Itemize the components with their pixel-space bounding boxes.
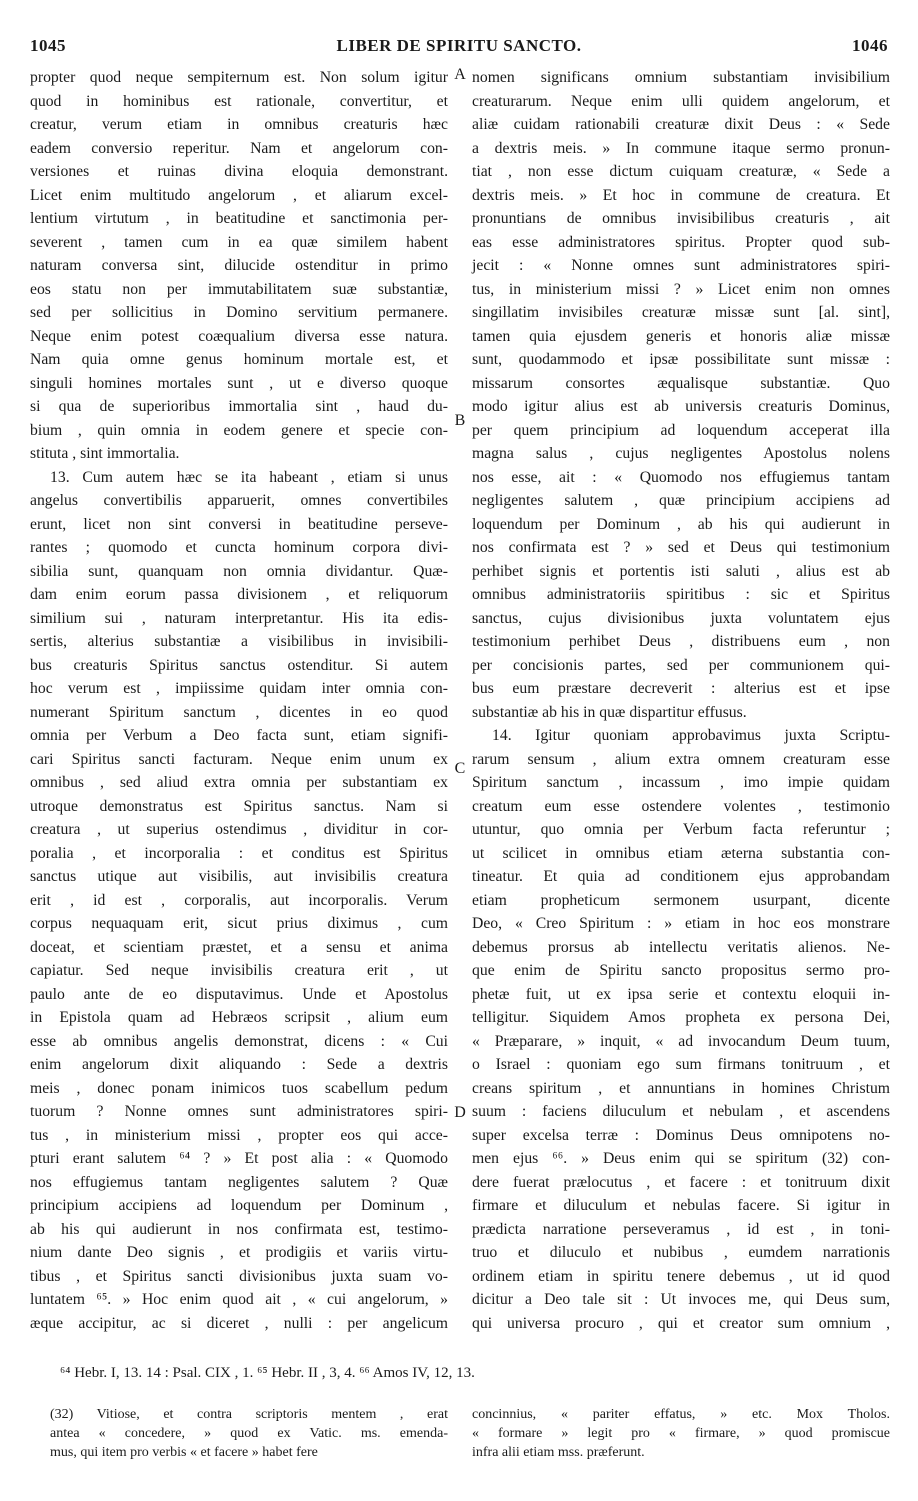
- page-number-right: 1046: [852, 36, 888, 55]
- text-line: Nam quia omne genus hominum mortale est, et: [30, 351, 448, 368]
- notes-left-column: [50, 1405, 448, 1462]
- text-line: creans spiritum , et annuntians in homines Christum: [472, 1079, 890, 1097]
- text-line: negligentes salutem , quæ principium accipiens ad: [472, 492, 890, 509]
- text-line: que enim de Spiritu sancto propositus sermo pro-: [472, 962, 890, 979]
- text-line: creatum eum esse ostendere volentes , testimonio: [472, 797, 890, 815]
- text-line: jecit : « Nonne omnes sunt administratores spiri-: [472, 257, 890, 274]
- text-line: concinnius, « pariter effatus, » etc. Mox Tholos.: [472, 1407, 890, 1422]
- text-line: Deo, « Creo Spiritum : » etiam in hoc eos monstrare: [472, 915, 890, 932]
- text-line: nos confirmata est ? » sed et Deus qui testimonium: [472, 539, 890, 556]
- page-number-left: 1045: [30, 36, 66, 55]
- text-line: creatur, verum etiam in omnibus creaturis hæc: [30, 116, 448, 133]
- left-column: [30, 66, 448, 1335]
- text-line: (32) Vitiose, et contra scriptoris mentem , erat: [50, 1407, 448, 1422]
- text-line: singuli homines mortales sunt , ut e diverso quoque: [30, 374, 448, 392]
- text-line: 14. Igitur quoniam approbavimus juxta Scriptu-: [492, 727, 890, 744]
- text-line: eas esse administratores spiritus. Propter quod sub-: [472, 233, 890, 251]
- text-line: per quem principium ad loquendum acceperat illa: [472, 421, 890, 439]
- text-line: sibilia sunt, quanquam non omnia dividantur. Quæ-: [30, 562, 448, 580]
- text-line: super excelsa terræ : Dominus Deus omnipotens no-: [472, 1126, 890, 1144]
- text-line: ordinem etiam in spiritu tenere debemus , ut id quod: [472, 1267, 890, 1285]
- text-line: utroque demonstratus est Spiritus sanctus. Nam si: [30, 797, 448, 815]
- text-line: infra alii etiam mss. præferunt.: [472, 1445, 645, 1460]
- text-line: debemus prorsus ab intellectu veritatis alienos. Ne-: [472, 938, 890, 956]
- text-line: dicitur a Deo tale sit : Ut invoces me, qui Deus sum,: [472, 1291, 890, 1308]
- text-line: stituta , sint immortalia.: [30, 445, 180, 462]
- text-line: doceat, et scientiam præstet, et a sensu et anima: [30, 938, 448, 956]
- text-line: missarum consortes æqualisque substantiæ. Quo: [472, 374, 890, 392]
- text-line: erit , id est , corporalis, aut incorporalis. Verum: [30, 891, 448, 909]
- text-line: nos esse, ait : « Quomodo nos effugiemus tantam: [472, 468, 890, 486]
- section-marker-d: D: [454, 1104, 466, 1121]
- text-line: paulo ante de eo disputavimus. Unde et Apostolus: [30, 985, 448, 1003]
- text-line: eadem conversio reperitur. Nam et angelorum con-: [30, 139, 448, 157]
- text-line: magna salus , cujus negligentes Apostolus nolens: [472, 445, 890, 462]
- text-line: sed per sollicitius in Domino servitium permanere.: [30, 304, 448, 321]
- text-line: omnibus administratoriis spiritibus : sic et Spiritus: [472, 586, 890, 603]
- right-column: [472, 66, 890, 1335]
- text-line: sanctus utique aut visibilis, aut invisibilis creatura: [30, 868, 448, 885]
- text-line: nos effugiemus tantam negligentes salutem ? Quæ: [30, 1173, 448, 1191]
- text-line: hoc verum est , impiissime quidam inter omnia con-: [30, 680, 448, 697]
- text-line: « formare » legit pro « firmare, » quod promiscue: [472, 1426, 890, 1441]
- text-line: omnia per Verbum a Deo facta sunt, etiam signifi-: [30, 727, 448, 744]
- text-line: telligitur. Siquidem Amos propheta ex persona Dei,: [472, 1009, 890, 1026]
- text-line: cari Spiritus sancti facturam. Neque enim unum ex: [30, 750, 448, 768]
- text-line: bium , quin omnia in eodem genere et specie con-: [30, 421, 448, 439]
- text-line: truo et diluculo et nubibus , eumdem narrationis: [472, 1244, 890, 1261]
- text-line: naturam conversa sint, dilucide ostenditur in primo: [30, 257, 448, 274]
- text-line: omnibus , sed aliud extra omnia per substantiam ex: [30, 774, 448, 791]
- text-line: numerant Spiritum sanctum , dicentes in eo quod: [30, 703, 448, 721]
- text-line: aliæ cuidam rationabili creaturæ dixit Deus : « Sede: [472, 116, 890, 133]
- text-line: nium dante Deo signis , et prodigiis et variis virtu-: [30, 1244, 448, 1261]
- text-line: perhibet signis et portentis isti saluti , alius est ab: [472, 562, 890, 580]
- text-line: lentium virtutum , in beatitudine et sanctimonia per-: [30, 210, 448, 227]
- text-line: si qua de superioribus immortalia sint , haud du-: [30, 398, 448, 415]
- text-line: sunt, quodammodo et ipsæ possibilitate sunt missæ :: [472, 351, 890, 368]
- text-line: dam enim eorum passa divisionem , et reliquorum: [30, 586, 448, 603]
- text-line: Licet enim multitudo angelorum , et aliarum excel-: [30, 186, 448, 204]
- section-marker-b: B: [454, 412, 466, 429]
- text-line: men ejus ⁶⁶. » Deus enim qui se spiritum (32) con-: [472, 1150, 890, 1167]
- text-line: versiones et ruinas divina eloquia demonstrant.: [30, 163, 448, 180]
- text-line: creatura , ut superius ostendimus , dividitur in cor-: [30, 821, 448, 838]
- text-line: severent , tamen cum in ea quæ similem habent: [30, 233, 448, 251]
- section-marker-c: C: [454, 760, 466, 777]
- text-line: enim angelorum dixit aliquando : Sede a dextris: [30, 1056, 448, 1073]
- text-line: capiatur. Sed neque invisibilis creatura erit , ut: [30, 962, 448, 979]
- text-line: tus , in ministerium missi , propter eos qui acce-: [30, 1126, 448, 1144]
- text-line: ut scilicet in omnibus etiam æterna substantia con-: [472, 844, 890, 862]
- text-line: tibus , et Spiritus sancti divisionibus juxta suam vo-: [30, 1267, 448, 1285]
- text-line: substantiæ ab his in quæ dispartitur effusus.: [472, 703, 747, 721]
- text-line: 13. Cum autem hæc se ita habeant , etiam si unus: [50, 468, 448, 486]
- text-line: in Epistola quam ad Hebræos scripsit , alium eum: [30, 1009, 448, 1026]
- text-line: dere fuerat prælocutus , et facere : et tonitruum dixit: [472, 1173, 890, 1191]
- text-line: per concisionis partes, sed per communionem qui-: [472, 656, 890, 674]
- text-line: tus, in ministerium missi ? » Licet enim non omnes: [472, 280, 890, 298]
- text-line: sertis, alterius substantiæ a visibilibus in invisibili-: [30, 633, 448, 650]
- text-line: etiam propheticum sermonem usurpant, dicente: [472, 891, 890, 909]
- text-line: creaturarum. Neque enim ulli quidem angelorum, et: [472, 92, 890, 110]
- text-line: similium sui , naturam interpretantur. His ita edis-: [30, 609, 448, 627]
- text-line: loquendum per Dominum , ab his qui audierunt in: [472, 515, 890, 533]
- text-line: eos statu non per immutabilitatem suæ substantiæ,: [30, 280, 448, 298]
- text-line: quod in hominibus est rationale, convertitur, et: [30, 92, 448, 110]
- text-line: meis , donec ponam inimicos tuos scabellum pedum: [30, 1079, 448, 1097]
- text-line: Spiritum sanctum , incassum , imo impie quidam: [472, 774, 890, 791]
- running-title: LIBER DE SPIRITU SANCTO.: [336, 36, 582, 55]
- text-line: nomen significans omnium substantiam invisibilium: [472, 69, 890, 86]
- text-line: bus eum præstare decreverit : alterius est et ipse: [472, 680, 890, 697]
- text-line: « Præparare, » inquit, « ad invocandum Deum tuum,: [472, 1032, 890, 1050]
- text-line: tineatur. Et quia ad conditionem ejus approbandam: [472, 868, 890, 885]
- text-line: angelus convertibilis apparuerit, omnes convertibiles: [30, 492, 448, 509]
- text-line: a dextris meis. » In commune itaque sermo pronun-: [472, 139, 890, 157]
- text-line: luntatem ⁶⁵. » Hoc enim quod ait , « cui angelorum, »: [30, 1291, 448, 1308]
- text-line: testimonium perhibet Deus , distribuens eum , non: [472, 633, 890, 650]
- text-line: utuntur, quo omnia per Verbum facta referuntur ;: [472, 821, 890, 838]
- text-line: tamen quia ejusdem generis et honoris aliæ missæ: [472, 327, 890, 345]
- footnote-references: ⁶⁴ Hebr. I, 13. 14 : Psal. CIX , 1. ⁶⁵ Hebr. II , 3, 4. ⁶⁶ Amos IV, 12, 13.: [60, 1365, 475, 1381]
- text-line: prædicta narratione perseveramus , id est , in toni-: [472, 1220, 890, 1238]
- text-line: qui universa procuro , qui et creator sum omnium ,: [472, 1314, 890, 1332]
- text-line: suum : faciens diluculum et nebulam , et ascendens: [472, 1103, 890, 1120]
- text-line: phetæ fuit, ut ex ipsa serie et contextu eloquii in-: [472, 985, 890, 1003]
- text-line: o Israel : quoniam ego sum firmans tonitruum , et: [472, 1056, 890, 1073]
- text-line: rarum sensum , alium extra omnem creaturam esse: [472, 750, 890, 768]
- text-line: firmare et diluculum et nebulas facere. Si igitur in: [472, 1197, 890, 1214]
- text-line: poralia , et incorporalia : et conditus est Spiritus: [30, 844, 448, 862]
- notes-right-column: [472, 1405, 890, 1462]
- text-line: erunt, licet non sint conversi in beatitudine perseve-: [30, 515, 448, 533]
- text-line: propter quod neque sempiternum est. Non solum igitur: [30, 69, 448, 86]
- text-line: ab his qui audierunt in nos confirmata est, testimo-: [30, 1220, 448, 1238]
- text-line: bus creaturis Spiritus sanctus ostenditur. Si autem: [30, 656, 448, 674]
- text-line: sanctus, cujus divisionibus juxta voluntatem ejus: [472, 609, 890, 627]
- text-line: antea « concedere, » quod ex Vatic. ms. emenda-: [50, 1426, 448, 1441]
- text-line: tiat , non esse dictum cuiquam creaturæ, « Sede a: [472, 163, 890, 180]
- text-line: æque accipitur, ac si diceret , nulli : per angelicum: [30, 1314, 448, 1332]
- section-marker-a: A: [454, 66, 466, 83]
- text-line: corpus nequaquam erit, sicut prius diximus , cum: [30, 915, 448, 932]
- text-line: rantes ; quomodo et cuncta hominum corpora divi-: [30, 539, 448, 556]
- text-line: dextris meis. » Et hoc in commune de creatura. Et: [472, 186, 890, 204]
- text-line: principium accipiens ad loquendum per Dominum ,: [30, 1197, 448, 1214]
- text-line: esse ab omnibus angelis demonstrat, dicens : « Cui: [30, 1032, 448, 1050]
- text-line: pturi erant salutem ⁶⁴ ? » Et post alia : « Quomodo: [30, 1150, 448, 1167]
- text-line: modo igitur alius est ab universis creaturis Dominus,: [472, 398, 890, 415]
- text-line: Neque enim potest coæqualium diversa esse natura.: [30, 327, 448, 345]
- text-line: singillatim invisibiles creaturæ missæ sunt [al. sint],: [472, 304, 890, 321]
- text-line: tuorum ? Nonne omnes sunt administratores spiri-: [30, 1103, 448, 1120]
- text-line: pronuntians de omnibus invisibilibus creaturis , ait: [472, 210, 890, 227]
- page-header: [30, 30, 888, 62]
- text-line: mus, qui item pro verbis « et facere » habet fere: [50, 1445, 318, 1460]
